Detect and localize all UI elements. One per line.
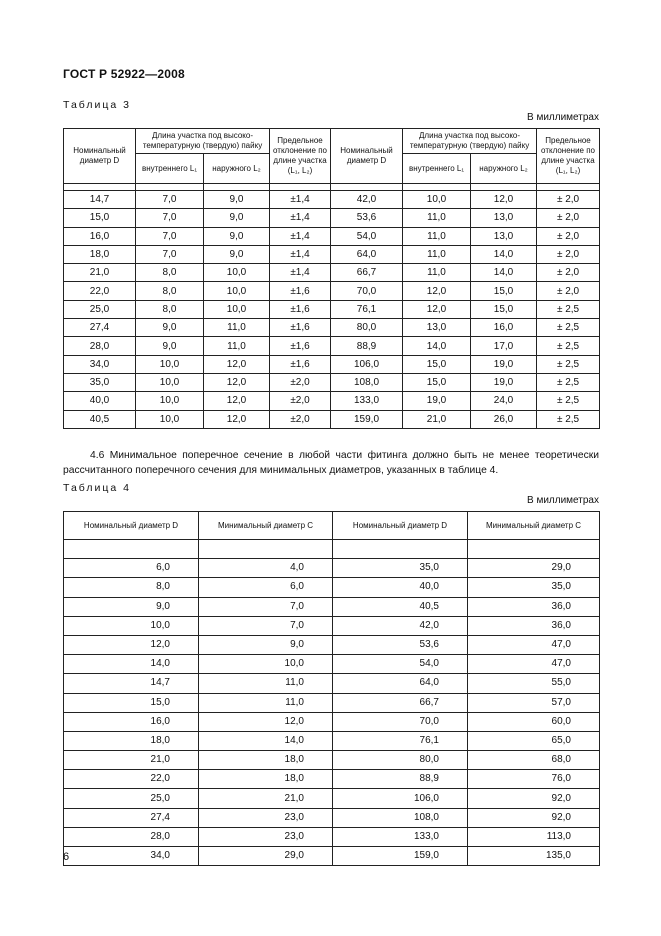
table4-cell: 14,7 — [64, 674, 199, 693]
table3-row — [64, 373, 600, 391]
table3-cell: 21,0 — [403, 410, 471, 428]
table3-cell: 9,0 — [204, 191, 270, 209]
table3-row — [64, 319, 600, 337]
table3-cell: 8,0 — [136, 264, 204, 282]
table3-cell: ± 2,5 — [537, 410, 600, 428]
table3-cell: 11,0 — [204, 319, 270, 337]
table4-cell: 21,0 — [64, 751, 199, 770]
document-header: ГОСТ Р 52922—2008 — [63, 67, 185, 81]
table3-cell: 8,0 — [136, 282, 204, 300]
table3-row — [64, 264, 600, 282]
table3-cell: 14,0 — [471, 245, 537, 263]
table4-cell: 35,0 — [333, 559, 468, 578]
table4-cell: 54,0 — [333, 655, 468, 674]
t3-header-deviation-left: Предельное отклонение по длине участка (L₁, L₂) — [270, 129, 331, 184]
table4-cell: 22,0 — [64, 770, 199, 789]
table4-cell: 57,0 — [468, 693, 600, 712]
table3-cell: 15,0 — [64, 209, 136, 227]
table3-cell: 12,0 — [204, 373, 270, 391]
table3-cell: 10,0 — [136, 373, 204, 391]
table4-cell: 23,0 — [199, 808, 333, 827]
table3-cell: 11,0 — [403, 245, 471, 263]
table4-cell: 14,0 — [199, 731, 333, 750]
table4-body — [64, 540, 600, 866]
table4-cell: 14,0 — [64, 655, 199, 674]
table4-row — [64, 597, 600, 616]
table3-row — [64, 209, 600, 227]
table3-row — [64, 282, 600, 300]
table3-row — [64, 300, 600, 318]
table3-cell: ± 2,5 — [537, 373, 600, 391]
paragraph-text: 4.6 Минимальное поперечное сечение в любой части фитинга должно быть не менее теоретически рассчитанного поперечного сечения для минимальных диаметров, указанных в таблице 4. — [63, 450, 599, 476]
table4-cell: 55,0 — [468, 674, 600, 693]
table4-cell: 47,0 — [468, 655, 600, 674]
table3-cell: 9,0 — [204, 209, 270, 227]
table3-cell: 15,0 — [403, 355, 471, 373]
table4-row — [64, 635, 600, 654]
table4-cell: 6,0 — [64, 559, 199, 578]
table4-cell: 21,0 — [199, 789, 333, 808]
table3-cell: 15,0 — [471, 300, 537, 318]
table4-row — [64, 712, 600, 731]
table3-cell: 26,0 — [471, 410, 537, 428]
table3-cell: 7,0 — [136, 191, 204, 209]
table4-cell: 35,0 — [468, 578, 600, 597]
table3-cell: 11,0 — [204, 337, 270, 355]
table3-cell: 14,0 — [403, 337, 471, 355]
table3-cell: ± 2,0 — [537, 191, 600, 209]
table4-cell: 28,0 — [64, 827, 199, 846]
table3-cell: 66,7 — [331, 264, 403, 282]
table4-cell: 36,0 — [468, 597, 600, 616]
table4-cell: 29,0 — [199, 847, 333, 866]
table3-cell: 12,0 — [204, 410, 270, 428]
t3-header-length-left: Длина участка под высоко-температурную (твердую) пайку — [136, 129, 270, 154]
t3-header-outer-right: наружного L₂ — [471, 154, 537, 184]
table3-cell: 13,0 — [471, 209, 537, 227]
table4-row — [64, 827, 600, 846]
table4-row — [64, 808, 600, 827]
table3-cell: 15,0 — [471, 282, 537, 300]
table3-cell: 9,0 — [136, 319, 204, 337]
table3-cell: ± 2,0 — [537, 209, 600, 227]
table3-cell: ±1,6 — [270, 319, 331, 337]
table3-cell: ±1,6 — [270, 300, 331, 318]
table3-row — [64, 392, 600, 410]
table3-cell: 10,0 — [204, 264, 270, 282]
table4-cell: 92,0 — [468, 808, 600, 827]
table3-cell: 12,0 — [204, 355, 270, 373]
t3-header-inner-left: внутреннего L₁ — [136, 154, 204, 184]
table3-cell: 9,0 — [136, 337, 204, 355]
table3-cell: 40,0 — [64, 392, 136, 410]
table3-cell: 19,0 — [471, 373, 537, 391]
table3-cell: 42,0 — [331, 191, 403, 209]
table3-row — [64, 337, 600, 355]
table3-cell: 9,0 — [204, 245, 270, 263]
table3-cell: ±1,6 — [270, 337, 331, 355]
table3-cell: ±2,0 — [270, 410, 331, 428]
table3-cell: 28,0 — [64, 337, 136, 355]
table4-row — [64, 693, 600, 712]
table3-cell: 7,0 — [136, 227, 204, 245]
table3-cell: ± 2,0 — [537, 282, 600, 300]
table3-cell: 76,1 — [331, 300, 403, 318]
t4-header-nominal-right: Номинальный диаметр D — [333, 512, 468, 540]
table4-cell: 27,4 — [64, 808, 199, 827]
table3-cell: 15,0 — [403, 373, 471, 391]
t3-header-nominal-left: Номинальный диаметр D — [64, 129, 136, 184]
table4-cell: 92,0 — [468, 789, 600, 808]
table3-cell: ± 2,5 — [537, 355, 600, 373]
table4-cell: 18,0 — [64, 731, 199, 750]
table3-cell: ±1,4 — [270, 209, 331, 227]
table3-cell: 11,0 — [403, 227, 471, 245]
table4-units: В миллиметрах — [527, 495, 599, 506]
table4-cell: 6,0 — [199, 578, 333, 597]
table3-cell: 16,0 — [471, 319, 537, 337]
table4-cell: 135,0 — [468, 847, 600, 866]
table4-cell: 8,0 — [64, 578, 199, 597]
t3-header-length-right: Длина участка под высоко-температурную (твердую) пайку — [403, 129, 537, 154]
table3-cell: ±1,6 — [270, 282, 331, 300]
table4-cell: 88,9 — [333, 770, 468, 789]
table3-cell: 16,0 — [64, 227, 136, 245]
table3-cell: 9,0 — [204, 227, 270, 245]
table4-cell: 40,0 — [333, 578, 468, 597]
table4-cell: 108,0 — [333, 808, 468, 827]
table3-cell: ± 2,0 — [537, 245, 600, 263]
table3-caption: Таблица 3 — [63, 99, 131, 111]
table3-cell: ±1,4 — [270, 245, 331, 263]
table3-cell: 11,0 — [403, 264, 471, 282]
table3-cell: 13,0 — [471, 227, 537, 245]
table3-cell: 106,0 — [331, 355, 403, 373]
table3-cell: ± 2,5 — [537, 319, 600, 337]
table4-cell: 159,0 — [333, 847, 468, 866]
table4-cell: 12,0 — [64, 635, 199, 654]
table3-row — [64, 227, 600, 245]
table4-cell: 66,7 — [333, 693, 468, 712]
table3-body — [64, 184, 600, 429]
table3-cell: ± 2,0 — [537, 264, 600, 282]
table4-cell: 34,0 — [64, 847, 199, 866]
table3-row — [64, 355, 600, 373]
table4-row — [64, 674, 600, 693]
page-number: 6 — [63, 851, 70, 863]
table3-cell: 24,0 — [471, 392, 537, 410]
table3-row — [64, 410, 600, 428]
table3-cell: 10,0 — [204, 282, 270, 300]
table4-cell: 76,0 — [468, 770, 600, 789]
table4-cell: 11,0 — [199, 693, 333, 712]
table3-cell: 54,0 — [331, 227, 403, 245]
table4-cell: 4,0 — [199, 559, 333, 578]
table3-cell: 7,0 — [136, 245, 204, 263]
table4-cell: 18,0 — [199, 770, 333, 789]
table3-cell: 21,0 — [64, 264, 136, 282]
table3-cell: 12,0 — [204, 392, 270, 410]
table4-cell: 7,0 — [199, 597, 333, 616]
t4-header-min-left: Минимальный диаметр C — [199, 512, 333, 540]
table3 — [63, 128, 600, 429]
table3-cell: 10,0 — [403, 191, 471, 209]
table3-cell: 14,0 — [471, 264, 537, 282]
table3-cell: 12,0 — [471, 191, 537, 209]
table3-cell: 35,0 — [64, 373, 136, 391]
table3-cell: ±2,0 — [270, 373, 331, 391]
table3-cell: 13,0 — [403, 319, 471, 337]
table4-cell: 10,0 — [64, 616, 199, 635]
table4-cell: 29,0 — [468, 559, 600, 578]
table4 — [63, 511, 600, 866]
table4-row — [64, 731, 600, 750]
table4-row — [64, 847, 600, 866]
table4-caption: Таблица 4 — [63, 482, 131, 494]
table3-cell: ± 2,5 — [537, 337, 600, 355]
table3-cell: 10,0 — [136, 355, 204, 373]
table3-cell: ±1,6 — [270, 355, 331, 373]
table3-cell: 27,4 — [64, 319, 136, 337]
table3-cell: 10,0 — [136, 392, 204, 410]
t3-header-deviation-right: Предельное отклонение по длине участка (L₁, L₂) — [537, 129, 600, 184]
table3-cell: ±1,4 — [270, 227, 331, 245]
t3-header-inner-right: внутреннего L₁ — [403, 154, 471, 184]
table3-units: В миллиметрах — [527, 112, 599, 123]
table3-cell: 19,0 — [471, 355, 537, 373]
table3-cell: 7,0 — [136, 209, 204, 227]
table4-cell: 25,0 — [64, 789, 199, 808]
table3-cell: ±1,4 — [270, 264, 331, 282]
table3-row — [64, 191, 600, 209]
table3-cell: 22,0 — [64, 282, 136, 300]
paragraph-4-6 — [63, 448, 599, 478]
table3-cell: ±2,0 — [270, 392, 331, 410]
t4-header-nominal-left: Номинальный диаметр D — [64, 512, 199, 540]
table4-row — [64, 578, 600, 597]
table3-cell: ± 2,0 — [537, 227, 600, 245]
table3-cell: 19,0 — [403, 392, 471, 410]
table4-cell: 10,0 — [199, 655, 333, 674]
table4-row — [64, 751, 600, 770]
table4-cell: 36,0 — [468, 616, 600, 635]
table4-row — [64, 616, 600, 635]
table4-cell: 60,0 — [468, 712, 600, 731]
t3-header-outer-left: наружного L₂ — [204, 154, 270, 184]
table3-cell: 11,0 — [403, 209, 471, 227]
table3-cell: 17,0 — [471, 337, 537, 355]
table3-cell: ±1,4 — [270, 191, 331, 209]
table3-row — [64, 245, 600, 263]
table3-cell: 133,0 — [331, 392, 403, 410]
table4-cell: 11,0 — [199, 674, 333, 693]
table4-row — [64, 789, 600, 808]
table3-cell: 64,0 — [331, 245, 403, 263]
table4-cell: 12,0 — [199, 712, 333, 731]
t4-header-min-right: Минимальный диаметр C — [468, 512, 600, 540]
table3-cell: ± 2,5 — [537, 392, 600, 410]
table3-cell: 80,0 — [331, 319, 403, 337]
table4-cell: 9,0 — [199, 635, 333, 654]
table4-cell: 133,0 — [333, 827, 468, 846]
table4-cell: 70,0 — [333, 712, 468, 731]
table4-cell: 113,0 — [468, 827, 600, 846]
table3-cell: 108,0 — [331, 373, 403, 391]
table4-cell: 76,1 — [333, 731, 468, 750]
table3-cell: 14,7 — [64, 191, 136, 209]
table4-cell: 64,0 — [333, 674, 468, 693]
table4-cell: 9,0 — [64, 597, 199, 616]
table4-cell: 80,0 — [333, 751, 468, 770]
table4-row — [64, 559, 600, 578]
table3-cell: 8,0 — [136, 300, 204, 318]
table4-cell: 23,0 — [199, 827, 333, 846]
table3-cell: 70,0 — [331, 282, 403, 300]
table4-cell: 47,0 — [468, 635, 600, 654]
table4-row — [64, 655, 600, 674]
table4-cell: 42,0 — [333, 616, 468, 635]
table3-cell: 12,0 — [403, 282, 471, 300]
table4-row — [64, 770, 600, 789]
table4-cell: 65,0 — [468, 731, 600, 750]
table3-cell: 159,0 — [331, 410, 403, 428]
table4-cell: 106,0 — [333, 789, 468, 808]
table4-cell: 68,0 — [468, 751, 600, 770]
t3-header-nominal-right: Номинальный диаметр D — [331, 129, 403, 184]
table3-cell: 88,9 — [331, 337, 403, 355]
table4-cell: 53,6 — [333, 635, 468, 654]
table3-cell: 34,0 — [64, 355, 136, 373]
table4-cell: 16,0 — [64, 712, 199, 731]
table4-cell: 15,0 — [64, 693, 199, 712]
table4-cell: 18,0 — [199, 751, 333, 770]
table3-cell: ± 2,5 — [537, 300, 600, 318]
table4-cell: 40,5 — [333, 597, 468, 616]
table4-cell: 7,0 — [199, 616, 333, 635]
table3-cell: 53,6 — [331, 209, 403, 227]
table3-cell: 18,0 — [64, 245, 136, 263]
table3-cell: 40,5 — [64, 410, 136, 428]
table3-cell: 12,0 — [403, 300, 471, 318]
table3-cell: 10,0 — [204, 300, 270, 318]
table3-cell: 25,0 — [64, 300, 136, 318]
table3-cell: 10,0 — [136, 410, 204, 428]
